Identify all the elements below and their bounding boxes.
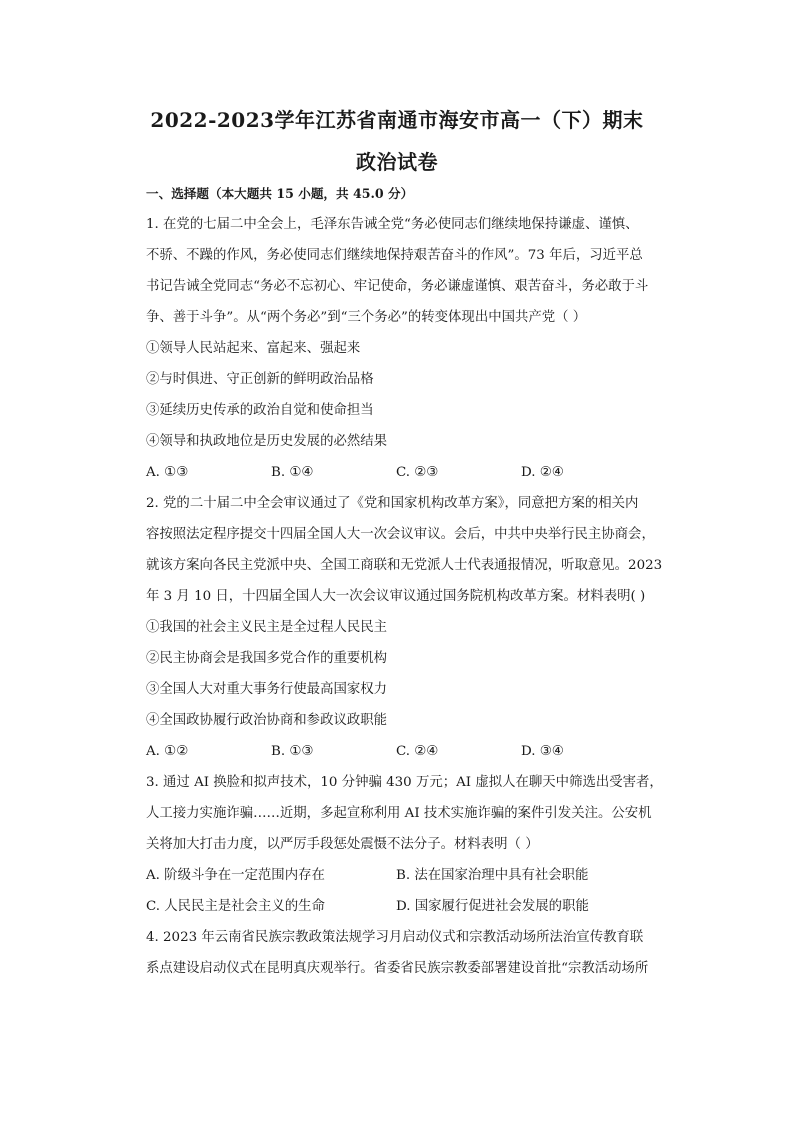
question-2 xyxy=(146,488,686,767)
statement-item: ③全国人大对重大事务行使最高国家权力 xyxy=(146,682,388,697)
question-text-line: 1. 在党的七届二中全会上，毛泽东告诫全党“务必使同志们继续地保持谦虚、谨慎、 xyxy=(146,217,639,232)
option-a: A. ①③ xyxy=(146,465,189,480)
statement-item: ②民主协商会是我国多党合作的重要机构 xyxy=(146,651,388,666)
question-4 xyxy=(146,922,686,984)
question-1 xyxy=(146,209,686,488)
page-title: 2022-2023学年江苏省南通市海安市高一（下）期末 xyxy=(150,108,644,132)
question-text-line: 3. 通过 AI 换脸和拟声技术，10 分钟骗 430 万元；AI 虚拟人在聊天中筛选出受害者， xyxy=(146,775,663,790)
option-c: C. ②④ xyxy=(396,744,439,759)
option-c: C. 人民民主是社会主义的生命 xyxy=(146,899,325,914)
option-a: A. ①② xyxy=(146,744,189,759)
option-a: A. 阶级斗争在一定范围内存在 xyxy=(146,868,325,883)
question-text-line: 书记告诫全党同志“务必不忘初心、牢记使命，务必谦虚谨慎、艰苦奋斗，务必敢于斗 xyxy=(146,279,649,294)
statement-item: ④全国政协履行政治协商和参政议政职能 xyxy=(146,713,388,728)
question-text-line: 争、善于斗争”。从“两个务必”到“三个务必”的转变体现出中国共产党（ ） xyxy=(146,310,587,325)
page-subtitle: 政治试卷 xyxy=(356,150,438,174)
question-text-line: 就该方案向各民主党派中央、全国工商联和无党派人士代表通报情况，听取意见。2023 xyxy=(146,558,663,573)
section-heading: 一、选择题（本大题共 15 小题，共 45.0 分） xyxy=(146,186,414,201)
question-text-line: 人工接力实施诈骗……近期，多起宣称利用 AI 技术实施诈骗的案件引发关注。公安机 xyxy=(146,806,652,821)
option-d: D. 国家履行促进社会发展的职能 xyxy=(396,899,589,914)
option-b: B. ①④ xyxy=(271,465,314,480)
statement-item: ①领导人民站起来、富起来、强起来 xyxy=(146,341,361,356)
question-3 xyxy=(146,767,686,922)
question-text-line: 4. 2023 年云南省民族宗教政策法规学习月启动仪式和宗教活动场所法治宣传教育联 xyxy=(146,930,644,945)
question-text-line: 容按照法定程序提交十四届全国人大一次会议审议。会后，中共中央举行民主协商会， xyxy=(146,527,655,542)
option-b: B. ①③ xyxy=(271,744,314,759)
answer-options xyxy=(146,457,686,488)
option-d: D. ②④ xyxy=(521,465,564,480)
question-text-line: 年 3 月 10 日，十四届全国人大一次会议审议通过国务院机构改革方案。材料表明( ) xyxy=(146,589,646,604)
option-d: D. ③④ xyxy=(521,744,564,759)
question-text-line: 系点建设启动仪式在昆明真庆观举行。省委省民族宗教委部署建设首批“宗教活动场所 xyxy=(146,961,649,976)
option-c: C. ②③ xyxy=(396,465,439,480)
document-body xyxy=(146,183,686,984)
question-text-line: 2. 党的二十届二中全会审议通过了《党和国家机构改革方案》，同意把方案的相关内 xyxy=(146,496,639,511)
statement-item: ②与时俱进、守正创新的鲜明政治品格 xyxy=(146,372,374,387)
question-text-line: 关将加大打击力度，以严厉手段惩处震慑不法分子。材料表明（ ） xyxy=(146,837,539,852)
answer-options xyxy=(146,736,686,767)
statement-item: ①我国的社会主义民主是全过程人民民主 xyxy=(146,620,388,635)
answer-options xyxy=(146,860,686,891)
statement-item: ④领导和执政地位是历史发展的必然结果 xyxy=(146,434,388,449)
answer-options xyxy=(146,891,686,922)
question-text-line: 不骄、不躁的作风，务必使同志们继续地保持艰苦奋斗的作风”。73 年后，习近平总 xyxy=(146,248,643,263)
statement-item: ③延续历史传承的政治自觉和使命担当 xyxy=(146,403,374,418)
option-b: B. 法在国家治理中具有社会职能 xyxy=(396,868,589,883)
